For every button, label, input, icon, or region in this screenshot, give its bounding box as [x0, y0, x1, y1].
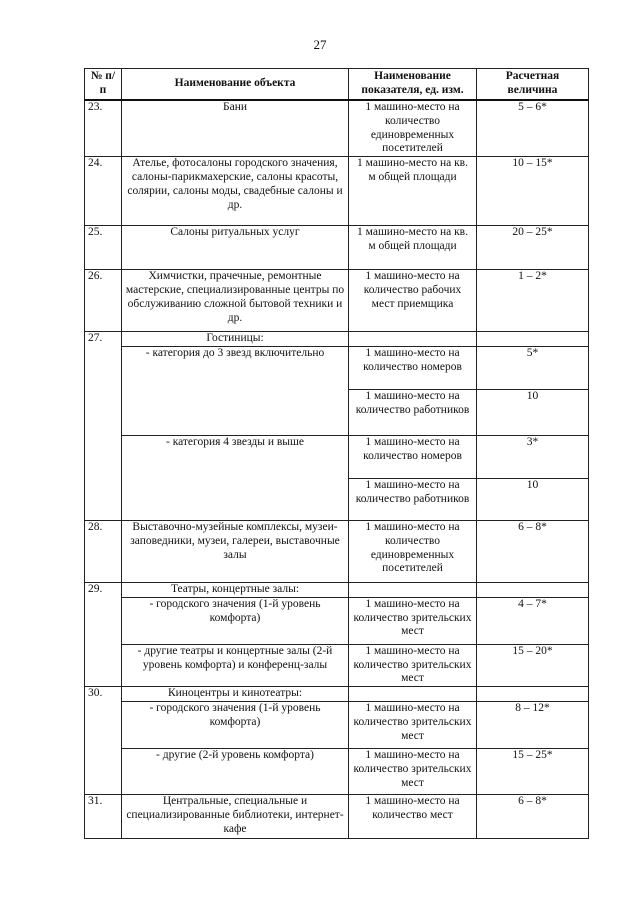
table-row — [85, 435, 589, 478]
value: 8 – 12* — [477, 701, 589, 748]
value: 10 — [477, 389, 589, 435]
row-number: 28. — [85, 520, 122, 582]
table-row — [85, 687, 589, 702]
object-name: Бани — [122, 100, 349, 157]
row-number: 29. — [85, 582, 122, 686]
header-object: Наименование объекта — [122, 69, 349, 101]
row-number: 30. — [85, 687, 122, 795]
value: 5* — [477, 346, 589, 389]
value: 10 – 15* — [477, 157, 589, 226]
indicator: 1 машино-место на количество зрительских мест — [349, 597, 477, 644]
table-row — [85, 520, 589, 582]
row-number: 27. — [85, 332, 122, 521]
indicator: 1 машино-место на количество номеров — [349, 346, 477, 389]
object-name: - городского значения (1-й уровень комфорта) — [122, 597, 349, 644]
row-number: 26. — [85, 270, 122, 332]
table-row — [85, 270, 589, 332]
header-value: Расчетная величина — [477, 69, 589, 101]
value: 15 – 25* — [477, 748, 589, 794]
value: 10 — [477, 478, 589, 520]
indicator: 1 машино-место на количество единовременных посетителей — [349, 100, 477, 157]
object-name: Театры, концертные залы: — [122, 582, 349, 597]
table-row — [85, 582, 589, 597]
row-number: 31. — [85, 794, 122, 838]
row-number: 24. — [85, 157, 122, 226]
indicator: 1 машино-место на количество работников — [349, 389, 477, 435]
indicator — [349, 332, 477, 347]
table-row — [85, 332, 589, 347]
indicator: 1 машино-место на количество зрительских мест — [349, 701, 477, 748]
parking-norms-table — [84, 68, 589, 839]
object-name: - другие (2-й уровень комфорта) — [122, 748, 349, 794]
table-row — [85, 644, 589, 686]
indicator — [349, 687, 477, 702]
table-row — [85, 100, 589, 157]
table-row — [85, 748, 589, 794]
object-name: Салоны ритуальных услуг — [122, 226, 349, 270]
value — [477, 332, 589, 347]
table-row — [85, 226, 589, 270]
value: 5 – 6* — [477, 100, 589, 157]
indicator: 1 машино-место на количество мест — [349, 794, 477, 838]
object-name: - категория до 3 звезд включительно — [122, 346, 349, 435]
object-name: Гостиницы: — [122, 332, 349, 347]
object-name: Киноцентры и кинотеатры: — [122, 687, 349, 702]
value — [477, 582, 589, 597]
value: 4 – 7* — [477, 597, 589, 644]
header-num: № п/п — [85, 69, 122, 101]
row-number: 25. — [85, 226, 122, 270]
value: 1 – 2* — [477, 270, 589, 332]
header-indicator: Наименование показателя, ед. изм. — [349, 69, 477, 101]
table-row — [85, 346, 589, 389]
object-name: - категория 4 звезды и выше — [122, 435, 349, 520]
value: 20 – 25* — [477, 226, 589, 270]
indicator: 1 машино-место на количество зрительских мест — [349, 748, 477, 794]
value — [477, 687, 589, 702]
table-row — [85, 597, 589, 644]
indicator: 1 машино-место на количество единовременных посетителей — [349, 520, 477, 582]
object-name: Выставочно-музейные комплексы, музеи-заповедники, музеи, галереи, выставочные залы — [122, 520, 349, 582]
table-header-row — [85, 69, 589, 101]
row-number: 23. — [85, 100, 122, 157]
table-row — [85, 794, 589, 838]
table-row — [85, 701, 589, 748]
value: 3* — [477, 435, 589, 478]
value: 6 – 8* — [477, 520, 589, 582]
indicator: 1 машино-место на кв. м общей площади — [349, 157, 477, 226]
indicator — [349, 582, 477, 597]
object-name: Ателье, фотосалоны городского значения, салоны-парикмахерские, салоны красоты, солярии, салоны моды, свадебные салоны и др. — [122, 157, 349, 226]
object-name: Центральные, специальные и специализированные библиотеки, интернет-кафе — [122, 794, 349, 838]
value: 15 – 20* — [477, 644, 589, 686]
object-name: - другие театры и концертные залы (2-й уровень комфорта) и конференц-залы — [122, 644, 349, 686]
page-number: 27 — [313, 37, 327, 52]
value: 6 – 8* — [477, 794, 589, 838]
object-name: Химчистки, прачечные, ремонтные мастерские, специализированные центры по обслуживанию сложной бытовой техники и др. — [122, 270, 349, 332]
indicator: 1 машино-место на количество зрительских мест — [349, 644, 477, 686]
indicator: 1 машино-место на количество работников — [349, 478, 477, 520]
table-row — [85, 157, 589, 226]
indicator: 1 машино-место на количество рабочих мест приемщика — [349, 270, 477, 332]
indicator: 1 машино-место на кв. м общей площади — [349, 226, 477, 270]
object-name: - городского значения (1-й уровень комфорта) — [122, 701, 349, 748]
indicator: 1 машино-место на количество номеров — [349, 435, 477, 478]
